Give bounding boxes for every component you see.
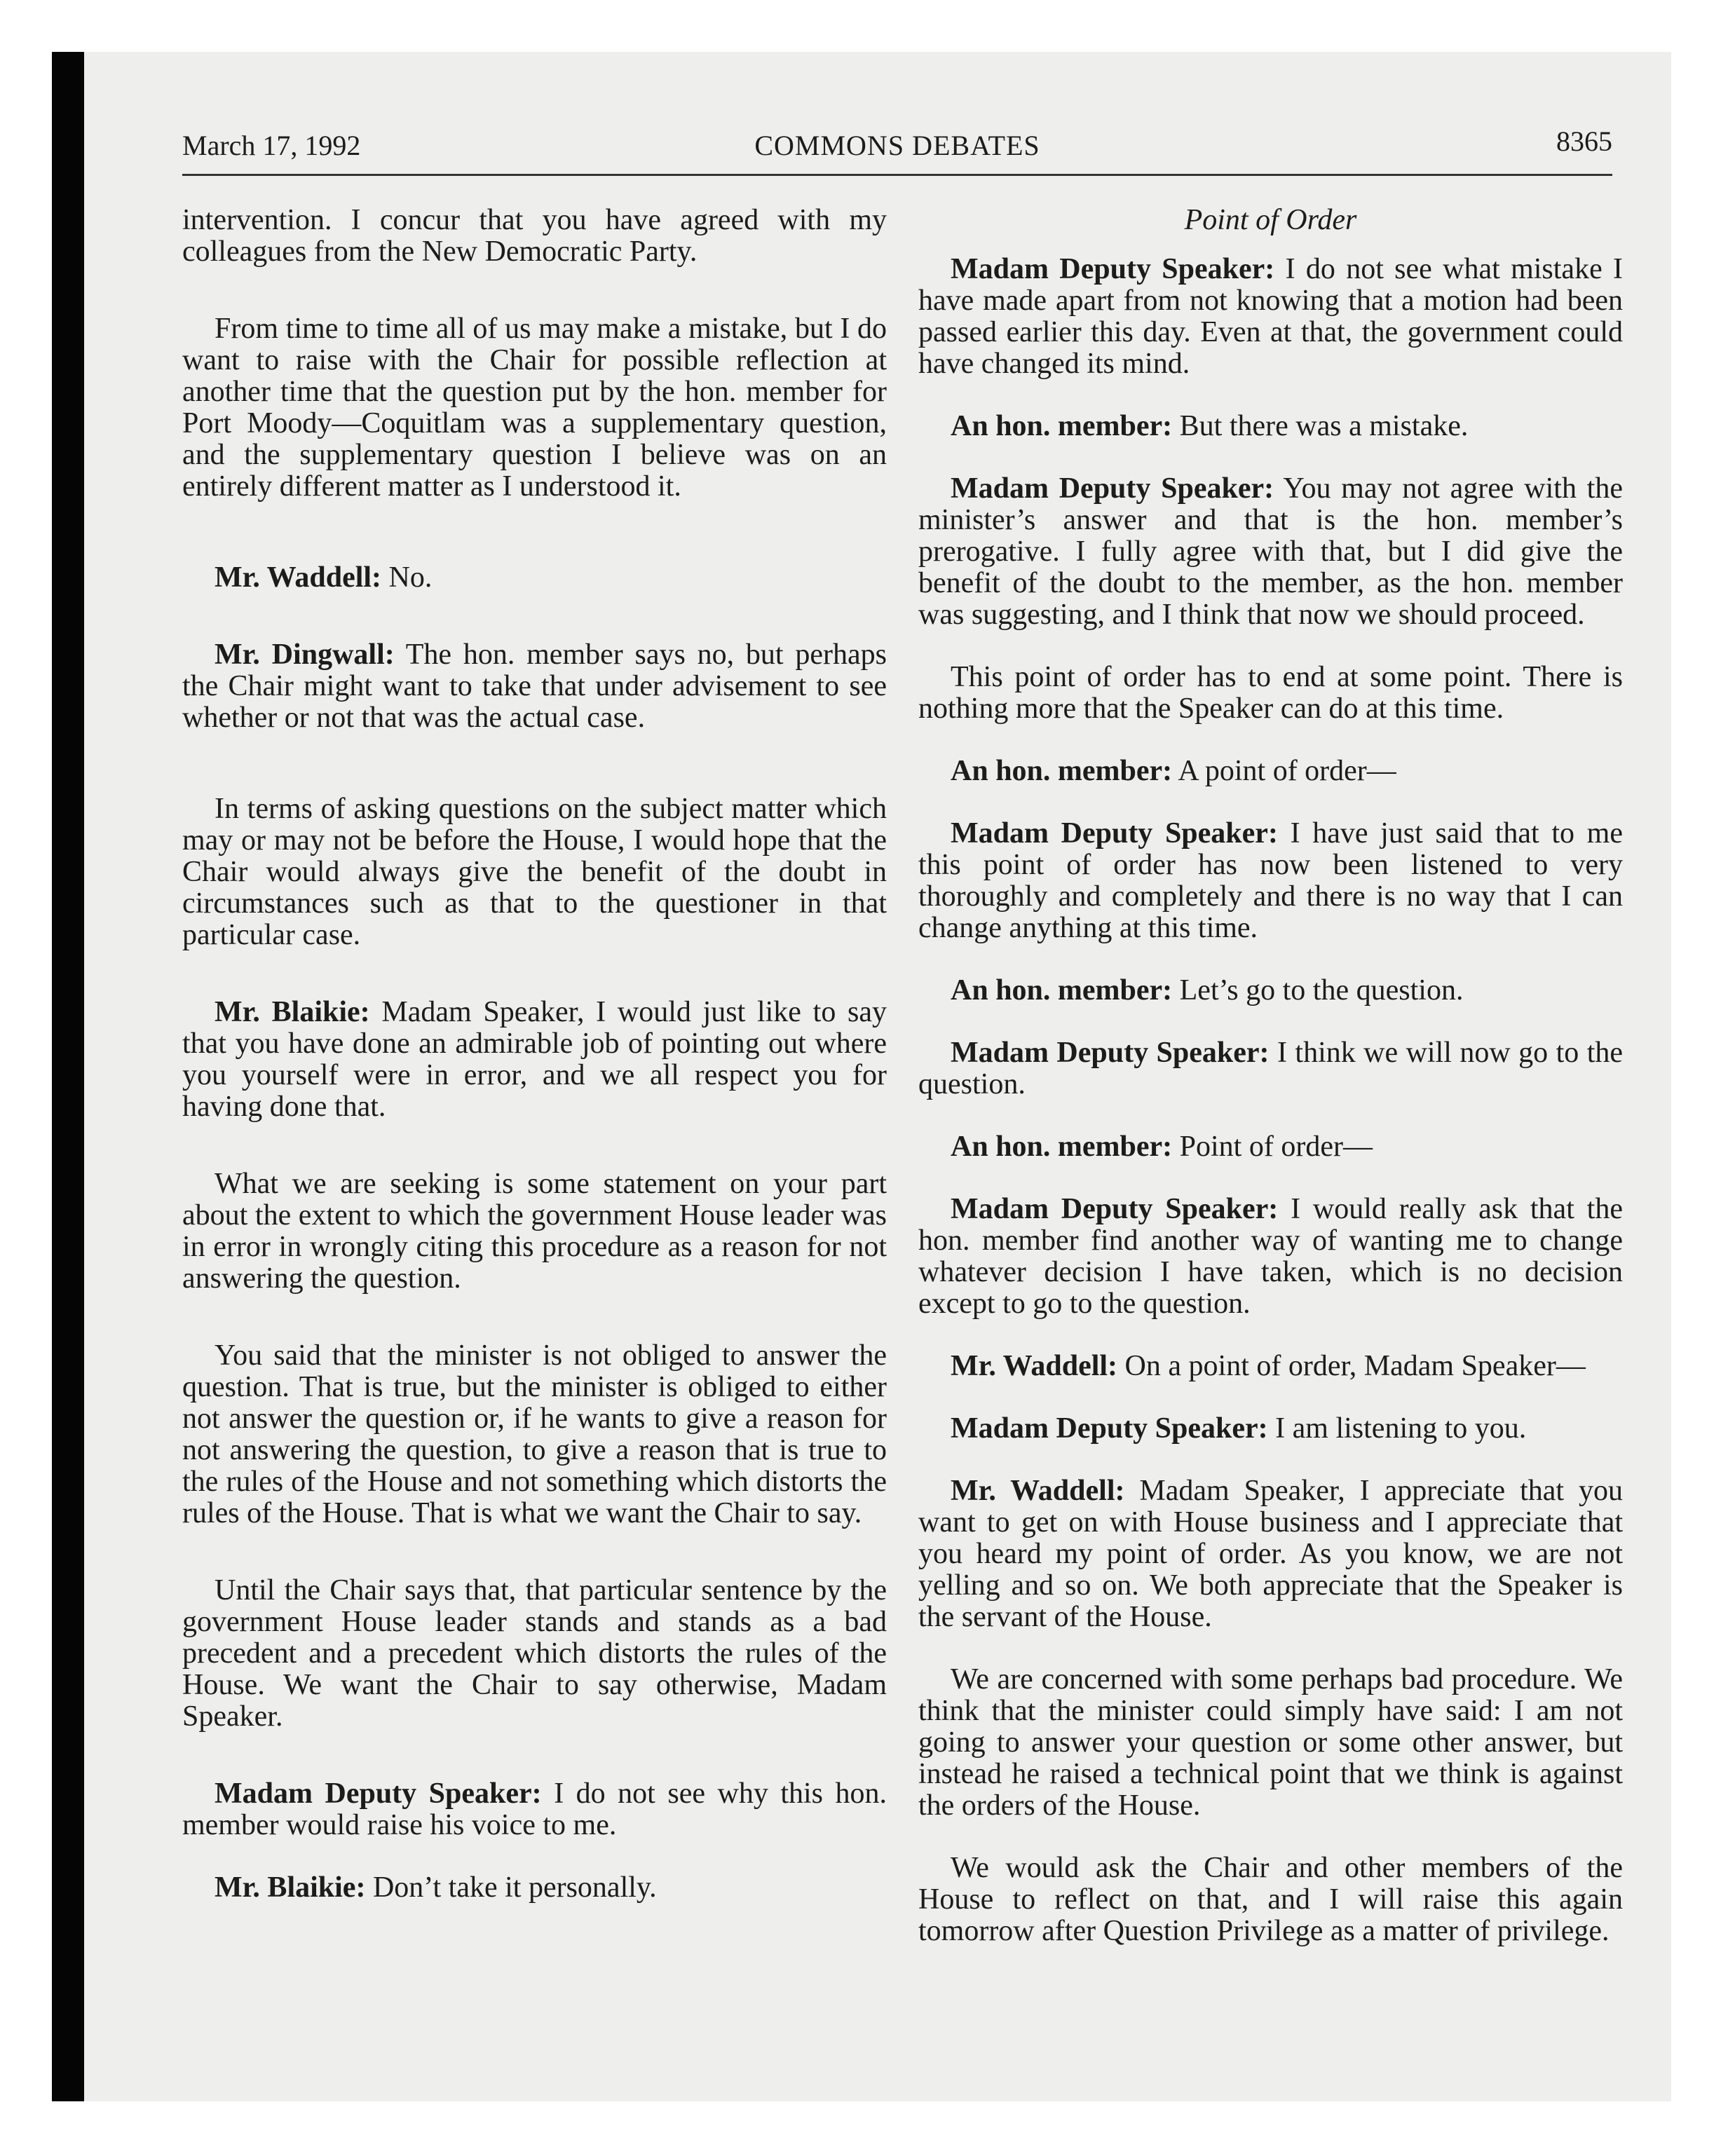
speech-paragraph: Madam Deputy Speaker: I have just said that to me this point of order has now been listened to very thoroughly and completely and there is no way that I can change anything at this time. — [918, 817, 1623, 944]
speech-paragraph: An hon. member: But there was a mistake. — [951, 410, 1469, 442]
paragraph: You said that the minister is not obliged to answer the question. That is true, but the minister is obliged to either not answer the question or, if he wants to give a reason for not answering the question, to give a reason that is true to the rules of the House and not something which distorts the rules of the House. That is what we want the Chair to say. — [182, 1339, 887, 1529]
speaker-name: An hon. member: — [951, 755, 1173, 787]
speaker-name: Mr. Waddell: — [951, 1350, 1118, 1382]
paragraph: From time to time all of us may make a mistake, but I do want to raise with the Chair for possible reflection at another time that the question put by the hon. member for Port Moody—Coquitlam was a supplementary question, and the supplementary question I believe was on an entirely different matter as I understood it. — [182, 313, 887, 503]
speaker-name: Madam Deputy Speaker: — [951, 472, 1274, 505]
speaker-name: Mr. Blaikie: — [215, 1871, 366, 1904]
speech-paragraph: Madam Deputy Speaker: I do not see why this hon. member would raise his voice to me. — [182, 1778, 887, 1841]
speech-paragraph: An hon. member: A point of order— — [951, 755, 1396, 787]
paragraph: Until the Chair says that, that particular sentence by the government House leader stands and stands as a bad precedent and a precedent which distorts the rules of the House. We want the Chair to say otherwise, Madam Speaker. — [182, 1574, 887, 1733]
paragraph: intervention. I concur that you have agreed with my colleagues from the New Democratic Party. — [182, 204, 887, 268]
speech-paragraph: Mr. Waddell: Madam Speaker, I appreciate that you want to get on with House business and I appreciate that you heard my point of order. As you know, we are not yelling and so on. We both appreciate that the Speaker is the servant of the House. — [918, 1475, 1623, 1633]
speech-paragraph: Mr. Blaikie: Don’t take it personally. — [215, 1871, 657, 1904]
speaker-name: Madam Deputy Speaker: — [215, 1778, 542, 1810]
speaker-name: Mr. Dingwall: — [215, 639, 395, 671]
speaker-name: An hon. member: — [951, 410, 1173, 442]
paragraph: This point of order has to end at some point. There is nothing more that the Speaker can do at this time. — [918, 661, 1623, 725]
scan-binding-edge — [52, 52, 84, 2101]
speech-paragraph: Madam Deputy Speaker: I would really ask that the hon. member find another way of wanting me to change whatever decision I have taken, which is no decision except to go to the question. — [918, 1193, 1623, 1320]
paragraph: What we are seeking is some statement on your part about the extent to which the government House leader was in error in wrongly citing this procedure as a reason for not answering the question. — [182, 1168, 887, 1295]
speech-paragraph: Madam Deputy Speaker: I think we will now go to the question. — [918, 1037, 1624, 1100]
speech-paragraph: Mr. Waddell: On a point of order, Madam Speaker— — [951, 1350, 1586, 1382]
speaker-name: Mr. Waddell: — [215, 561, 382, 594]
speaker-name: Madam Deputy Speaker: — [951, 1193, 1279, 1225]
speech-paragraph: An hon. member: Point of order— — [951, 1131, 1373, 1163]
paragraph: We would ask the Chair and other members of the House to reflect on that, and I will raise this again tomorrow after Question Privilege as a matter of privilege. — [918, 1852, 1623, 1947]
speaker-name: Madam Deputy Speaker: — [951, 1412, 1268, 1445]
right-column — [918, 205, 1623, 1947]
header-publication-title: COMMONS DEBATES — [754, 130, 1040, 161]
speaker-name: Madam Deputy Speaker: — [951, 817, 1278, 850]
paragraph: In terms of asking questions on the subject matter which may or may not be before the House, I would hope that the Chair would always give the benefit of the doubt in circumstances such as that to the questioner in that particular case. — [182, 793, 887, 951]
speaker-name: Madam Deputy Speaker: — [951, 253, 1275, 285]
speech-paragraph: Madam Deputy Speaker: You may not agree with the minister’s answer and that is the hon. member’s prerogative. I fully agree with that, but I did give the benefit of the doubt to the member, as the hon. member was suggesting, and I think that now we should proceed. — [918, 472, 1623, 631]
section-heading: Point of Order — [1184, 204, 1357, 236]
speech-paragraph: Mr. Dingwall: The hon. member says no, but perhaps the Chair might want to take that under advisement to see whether or not that was the actual case. — [182, 639, 887, 734]
speech-paragraph: Mr. Blaikie: Madam Speaker, I would just like to say that you have done an admirable job of pointing out where you yourself were in error, and we all respect you for having done that. — [182, 996, 887, 1123]
speaker-name: Mr. Blaikie: — [215, 996, 370, 1028]
paragraph: We are concerned with some perhaps bad procedure. We think that the minister could simply have said: I am not going to answer your question or some other answer, but instead he raised a technical point that we think is against the orders of the House. — [918, 1663, 1623, 1822]
speech-paragraph: Madam Deputy Speaker: I am listening to you. — [951, 1412, 1527, 1445]
speaker-name: An hon. member: — [951, 1131, 1173, 1163]
speech-paragraph: Madam Deputy Speaker: I do not see what mistake I have made apart from not knowing that a motion had been passed earlier this day. Even at that, the government could have changed its mind. — [918, 253, 1624, 380]
speaker-name: Madam Deputy Speaker: — [951, 1037, 1270, 1069]
header-page-number: 8365 — [1556, 125, 1612, 157]
speech-paragraph: An hon. member: Let’s go to the question. — [951, 974, 1464, 1007]
speech-paragraph: Mr. Waddell: No. — [215, 561, 433, 594]
left-column — [182, 205, 887, 1904]
header-date: March 17, 1992 — [182, 130, 361, 161]
speaker-name: Mr. Waddell: — [951, 1475, 1125, 1507]
running-header — [182, 125, 1612, 176]
speaker-name: An hon. member: — [951, 974, 1173, 1007]
